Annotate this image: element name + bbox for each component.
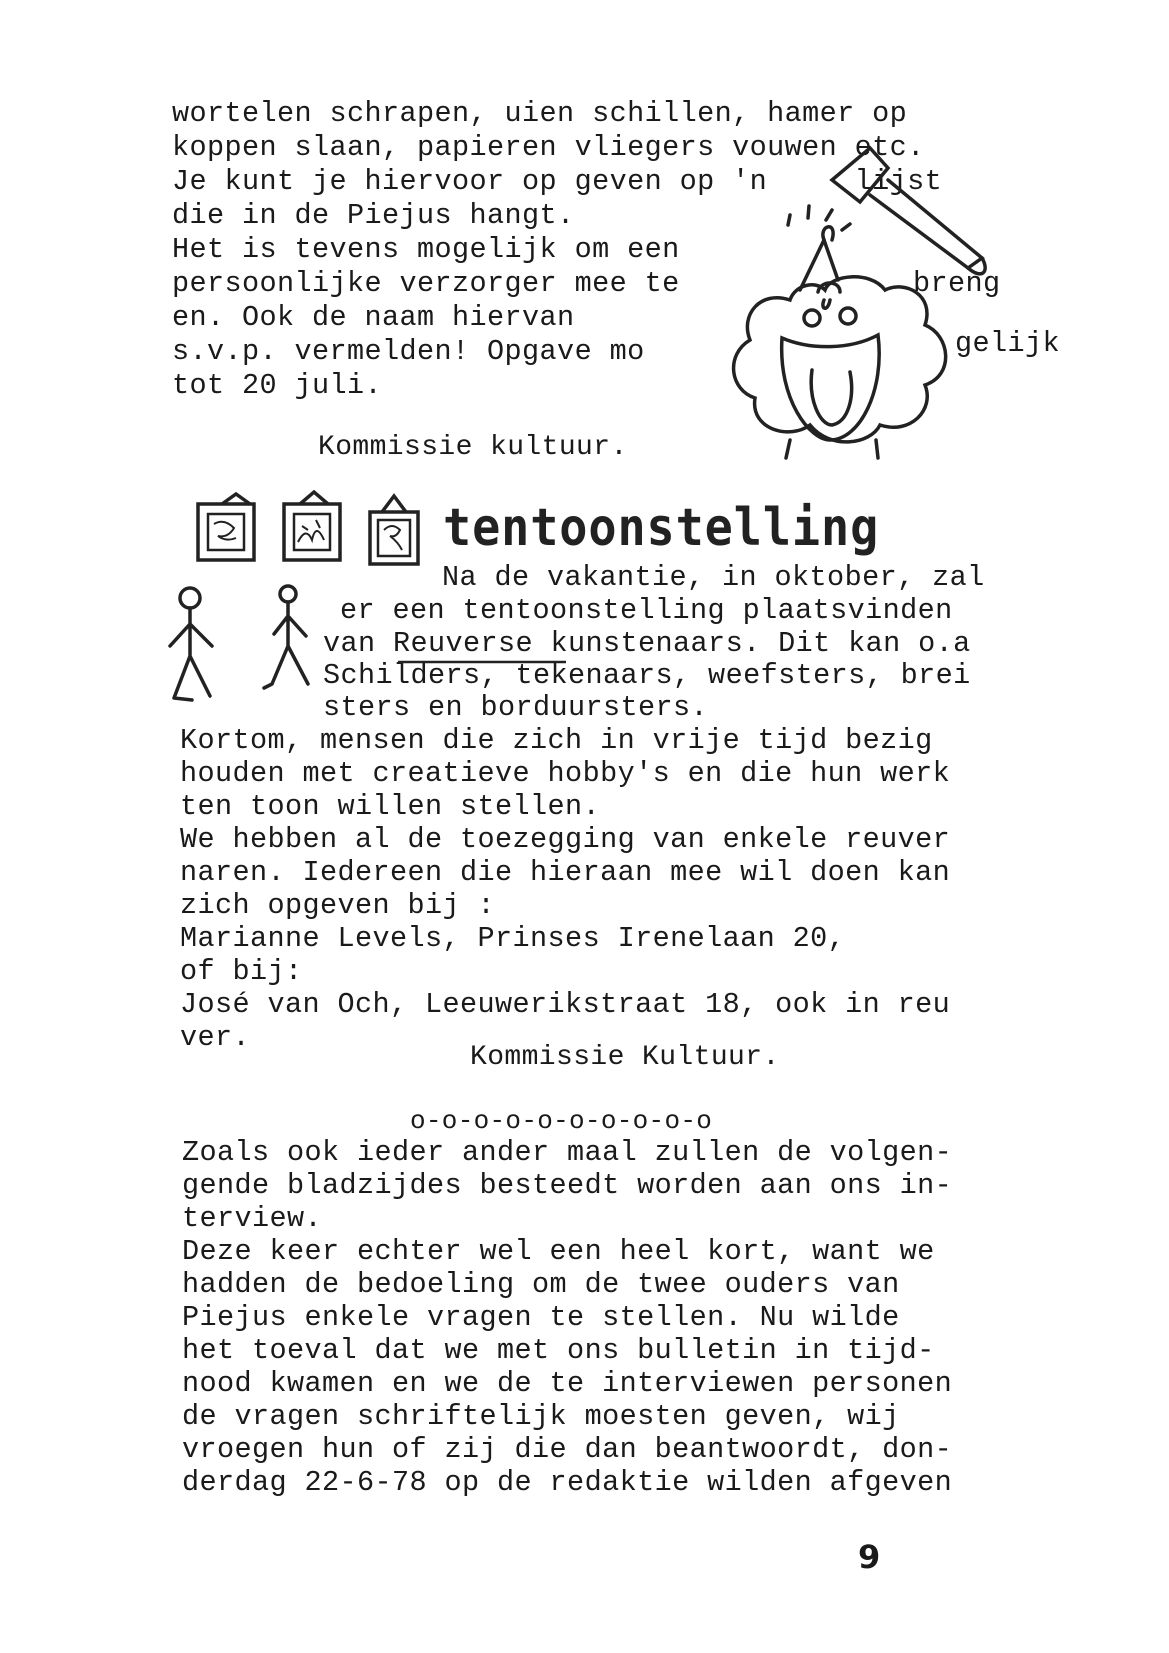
- text-line: derdag 22-6-78 op de redaktie wilden afgeven: [182, 1466, 953, 1499]
- text-line: en. Ook de naam hiervan: [172, 301, 575, 334]
- text-line: koppen slaan, papieren vliegers vouwen etc.: [172, 131, 925, 164]
- text-line: Deze keer echter wel een heel kort, want we: [182, 1235, 935, 1268]
- text-fragment-breng: breng: [913, 267, 1001, 300]
- text-line: wortelen schrapen, uien schillen, hamer op: [172, 97, 908, 130]
- text-fragment-gelijk: gelijk: [955, 327, 1061, 360]
- text-line: gende bladzijdes besteedt worden aan ons in-: [182, 1169, 953, 1202]
- text-line: ver.: [180, 1021, 251, 1054]
- hammer-cartoon-icon: [720, 140, 1080, 470]
- text-line: Zoals ook ieder ander maal zullen de volgen-: [182, 1136, 953, 1169]
- text-line: s.v.p. vermelden! Opgave mo: [172, 335, 645, 368]
- underline-reuverse: [398, 659, 568, 665]
- text-line: Na de vakantie, in oktober, zal: [442, 561, 985, 594]
- text-line: de vragen schriftelijk moesten geven, wij: [182, 1400, 900, 1433]
- section-separator: o-o-o-o-o-o-o-o-o-o: [410, 1106, 713, 1136]
- text-line: naren. Iedereen die hieraan mee wil doen kan: [180, 856, 951, 889]
- text-line: José van Och, Leeuwerikstraat 18, ook in reu: [180, 988, 951, 1021]
- text-line: ten toon willen stellen.: [180, 790, 601, 823]
- text-line: het toeval dat we met ons bulletin in tijd-: [182, 1334, 935, 1367]
- text-line: tot 20 juli.: [172, 369, 383, 402]
- framed-paintings-icon: [192, 490, 432, 590]
- exhibition-heading: tentoonstelling: [443, 498, 880, 558]
- text-line: of bij:: [180, 955, 303, 988]
- text-line: Marianne Levels, Prinses Irenelaan 20,: [180, 922, 846, 955]
- text-line: terview.: [182, 1202, 323, 1235]
- text-line: persoonlijke verzorger mee te: [172, 267, 680, 300]
- signature-kommissie-kultuur-2: Kommissie Kultuur.: [470, 1042, 780, 1073]
- text-line: van Reuverse kunstenaars. Dit kan o.a: [323, 627, 971, 660]
- text-line: houden met creatieve hobby's en die hun werk: [180, 757, 951, 790]
- text-line: Je kunt je hiervoor op geven op 'n lijst: [172, 165, 943, 198]
- text-line: Kortom, mensen die zich in vrije tijd bezig: [180, 724, 933, 757]
- text-line: nood kwamen en we de te interviewen personen: [182, 1367, 953, 1400]
- stick-figures-icon: [168, 584, 328, 724]
- text-line: sters en borduursters.: [323, 691, 709, 724]
- text-line: Schilders, tekenaars, weefsters, brei: [323, 659, 971, 692]
- text-line: hadden de bedoeling om de twee ouders van: [182, 1268, 900, 1301]
- text-line: Piejus enkele vragen te stellen. Nu wilde: [182, 1301, 900, 1334]
- page-number: 9: [858, 1538, 881, 1576]
- signature-kommissie-kultuur: Kommissie kultuur.: [318, 432, 628, 463]
- text-line: We hebben al de toezegging van enkele reuver: [180, 823, 951, 856]
- text-line: vroegen hun of zij die dan beantwoordt, don-: [182, 1433, 953, 1466]
- text-line: zich opgeven bij :: [180, 889, 496, 922]
- text-line: Het is tevens mogelijk om een: [172, 233, 680, 266]
- text-line: die in de Piejus hangt.: [172, 199, 575, 232]
- text-line: er een tentoonstelling plaatsvinden: [340, 594, 953, 627]
